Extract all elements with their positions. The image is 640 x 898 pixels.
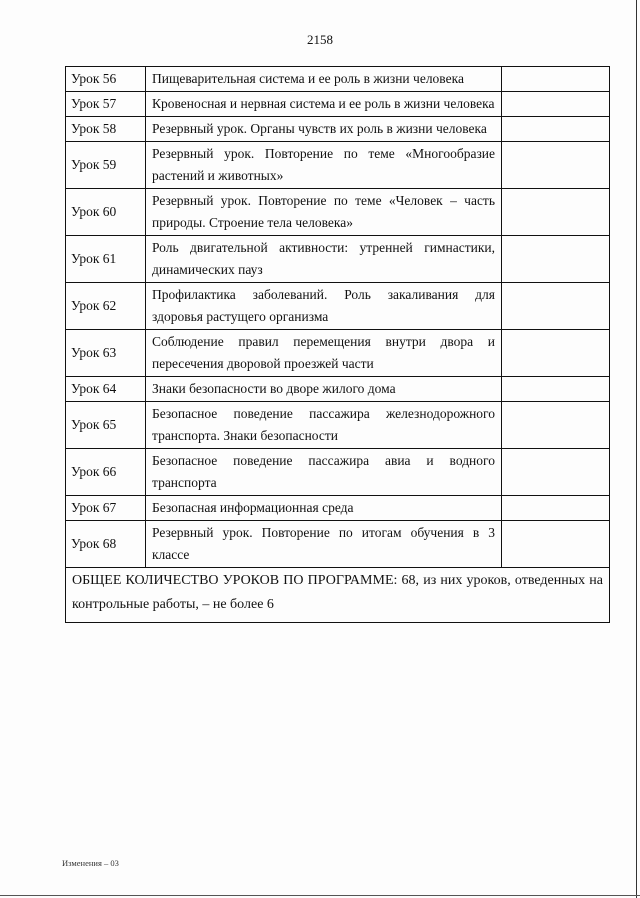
lesson-hours-cell [502,92,610,117]
lesson-label: Урок 63 [66,330,146,377]
lesson-topic: Резервный урок. Повторение по теме «Человек – часть природы. Строение тела человека» [146,189,502,236]
lesson-row [66,283,610,330]
lesson-row [66,189,610,236]
lesson-row [66,402,610,449]
lesson-row [66,117,610,142]
lesson-topic: Профилактика заболеваний. Роль закаливания для здоровья растущего организма [146,283,502,330]
lesson-topic: Безопасное поведение пассажира железнодорожного транспорта. Знаки безопасности [146,402,502,449]
lesson-label: Урок 61 [66,236,146,283]
lesson-label: Урок 66 [66,449,146,496]
lesson-hours-cell [502,283,610,330]
page-edge-bottom [0,895,640,896]
lesson-hours-cell [502,189,610,236]
lesson-label: Урок 60 [66,189,146,236]
lesson-label: Урок 56 [66,67,146,92]
lesson-topic: Знаки безопасности во дворе жилого дома [146,377,502,402]
lesson-hours-cell [502,449,610,496]
lesson-hours-cell [502,402,610,449]
lesson-label: Урок 67 [66,496,146,521]
lesson-row [66,67,610,92]
lesson-hours-cell [502,377,610,402]
lesson-topic: Резервный урок. Органы чувств их роль в жизни человека [146,117,502,142]
lesson-label: Урок 68 [66,521,146,568]
lesson-hours-cell [502,330,610,377]
lesson-row [66,496,610,521]
lesson-row [66,521,610,568]
lesson-hours-cell [502,236,610,283]
page-edge-right [636,0,637,898]
lesson-table [65,66,610,623]
footer-revision: Изменения – 03 [62,858,119,868]
lesson-topic: Роль двигательной активности: утренней гимнастики, динамических пауз [146,236,502,283]
lesson-row [66,142,610,189]
lesson-label: Урок 58 [66,117,146,142]
lesson-label: Урок 57 [66,92,146,117]
lesson-hours-cell [502,496,610,521]
lesson-topic: Кровеносная и нервная система и ее роль в жизни человека [146,92,502,117]
lesson-hours-cell [502,67,610,92]
page-number: 2158 [307,32,333,47]
lesson-hours-cell [502,142,610,189]
total-lessons-text: ОБЩЕЕ КОЛИЧЕСТВО УРОКОВ ПО ПРОГРАММЕ: 68, из них уроков, отведенных на контрольные работы, – не более 6 [66,568,610,623]
lesson-topic: Резервный урок. Повторение по итогам обучения в 3 классе [146,521,502,568]
lesson-topic: Безопасная информационная среда [146,496,502,521]
lesson-row [66,236,610,283]
lesson-topic: Безопасное поведение пассажира авиа и водного транспорта [146,449,502,496]
total-row [66,568,610,623]
lesson-table-body [66,67,610,623]
lesson-hours-cell [502,521,610,568]
lesson-topic: Соблюдение правил перемещения внутри двора и пересечения дворовой проезжей части [146,330,502,377]
lesson-row [66,449,610,496]
lesson-hours-cell [502,117,610,142]
lesson-row [66,330,610,377]
lesson-topic: Резервный урок. Повторение по теме «Многообразие растений и животных» [146,142,502,189]
lesson-label: Урок 59 [66,142,146,189]
lesson-topic: Пищеварительная система и ее роль в жизни человека [146,67,502,92]
lesson-row [66,377,610,402]
lesson-label: Урок 64 [66,377,146,402]
lesson-label: Урок 62 [66,283,146,330]
lesson-row [66,92,610,117]
lesson-label: Урок 65 [66,402,146,449]
